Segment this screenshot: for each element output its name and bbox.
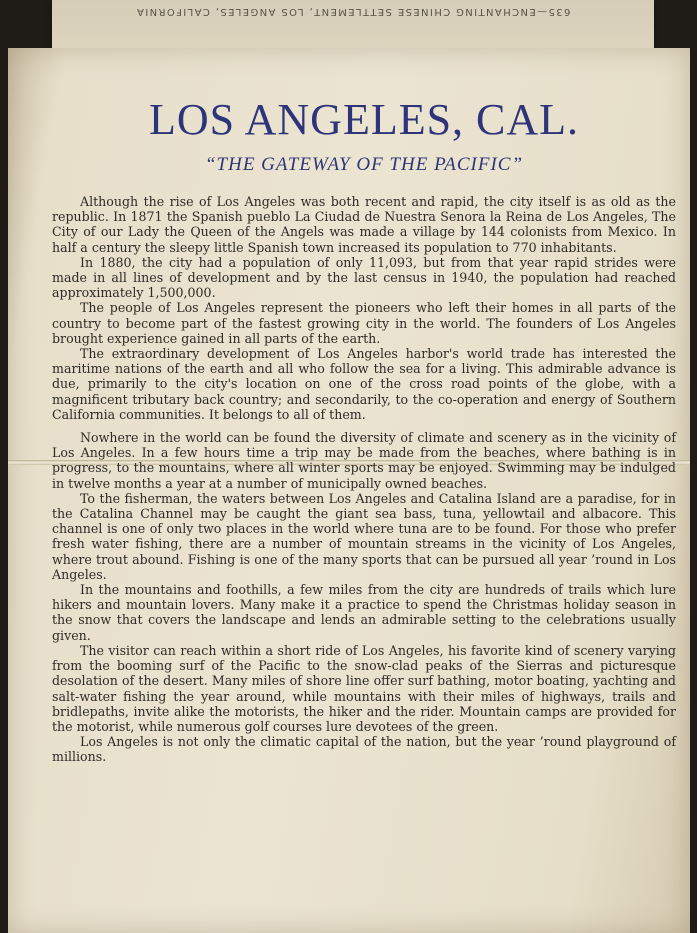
paragraph-climate: Nowhere in the world can be found the diversity of climate and scenery as in the vicinity of Los Angeles. In a few hours time a trip may be made from the beaches, where bathing is in progress, to the mountains, where all winter sports may be enjoyed. Swimming may be indulged in twelve months a year at a number of municipally owned beaches. <box>52 430 676 491</box>
fold-gap <box>52 422 676 430</box>
paragraph-history: Although the rise of Los Angeles was both recent and rapid, the city itself is as old as the republic. In 1871 the Spanish pueblo La Ciudad de Nuestra Senora la Reina de Los Angeles, The City of our Lady the Queen of the Angels was made a village by 144 colonists from Mexico. In half a century the sleepy little Spanish town increased its population to 770 inhabitants. <box>52 194 676 255</box>
folded-top-flap <box>52 0 654 53</box>
paragraph-scenery: The visitor can reach within a short ride of Los Angeles, his favorite kind of scenery varying from the booming surf of the Pacific to the snow-clad peaks of the Sierras and picturesque desolation of the desert. Many miles of shore line offer surf bathing, motor boating, yachting and salt-water fishing the year around, while mountains with their miles of highways, trails and bridlepaths, invite alike the motorists, the hiker and the rider. Mountain camps are provided for the motorist, while numerous golf courses lure devotees of the green. <box>52 642 676 734</box>
paragraph-harbor: The extraordinary development of Los Angeles harbor's world trade has interested the maritime nations of the earth and all who follow the sea for a living. This admirable advance is due, primarily to the city's location on one of the cross road points of the globe, with a magnificent tributary back country; and secondarily, to the co-operation and energy of Southern California communities. It belongs to all of them. <box>52 346 676 422</box>
brochure-page <box>8 48 690 933</box>
paragraph-population: In 1880, the city had a population of only 11,093, but from that year rapid strides were made in all lines of development and by the last census in 1940, the population had reached approximately 1,500,000. <box>52 254 676 301</box>
page-content <box>52 48 676 765</box>
flap-caption: 635—ENCHANTING CHINESE SETTLEMENT, LOS ANGELES, CALIFORNIA <box>135 6 571 17</box>
page-title: LOS ANGELES, CAL. <box>148 95 580 144</box>
paragraph-closing: Los Angeles is not only the climatic capital of the nation, but the year ’round playground of millions. <box>52 734 676 765</box>
paragraph-people: The people of Los Angeles represent the pioneers who left their homes in all parts of the country to become part of the fastest growing city in the world. The founders of Los Angeles brought experience gained in all parts of the earth. <box>52 300 676 346</box>
page-subtitle: “THE GATEWAY OF THE PACIFIC” <box>204 154 524 175</box>
paragraph-fishing: To the fisherman, the waters between Los Angeles and Catalina Island are a paradise, for in the Catalina Channel may be caught the giant sea bass, tuna, yellowtail and albacore. This channel is one of only two places in the world where tuna are to be found. For those who prefer fresh water fishing, there are a number of mountain streams in the vicinity of Los Angeles, where trout abound. Fishing is one of the many sports that can be pursued all year ’round in Los Angeles. <box>52 490 676 582</box>
paragraph-mountains: In the mountains and foothills, a few miles from the city are hundreds of trails which lure hikers and mountain lovers. Many make it a practice to spend the Christmas holiday season in the snow that covers the landscape and lends an admirable setting to the celebrations usually given. <box>52 582 676 643</box>
